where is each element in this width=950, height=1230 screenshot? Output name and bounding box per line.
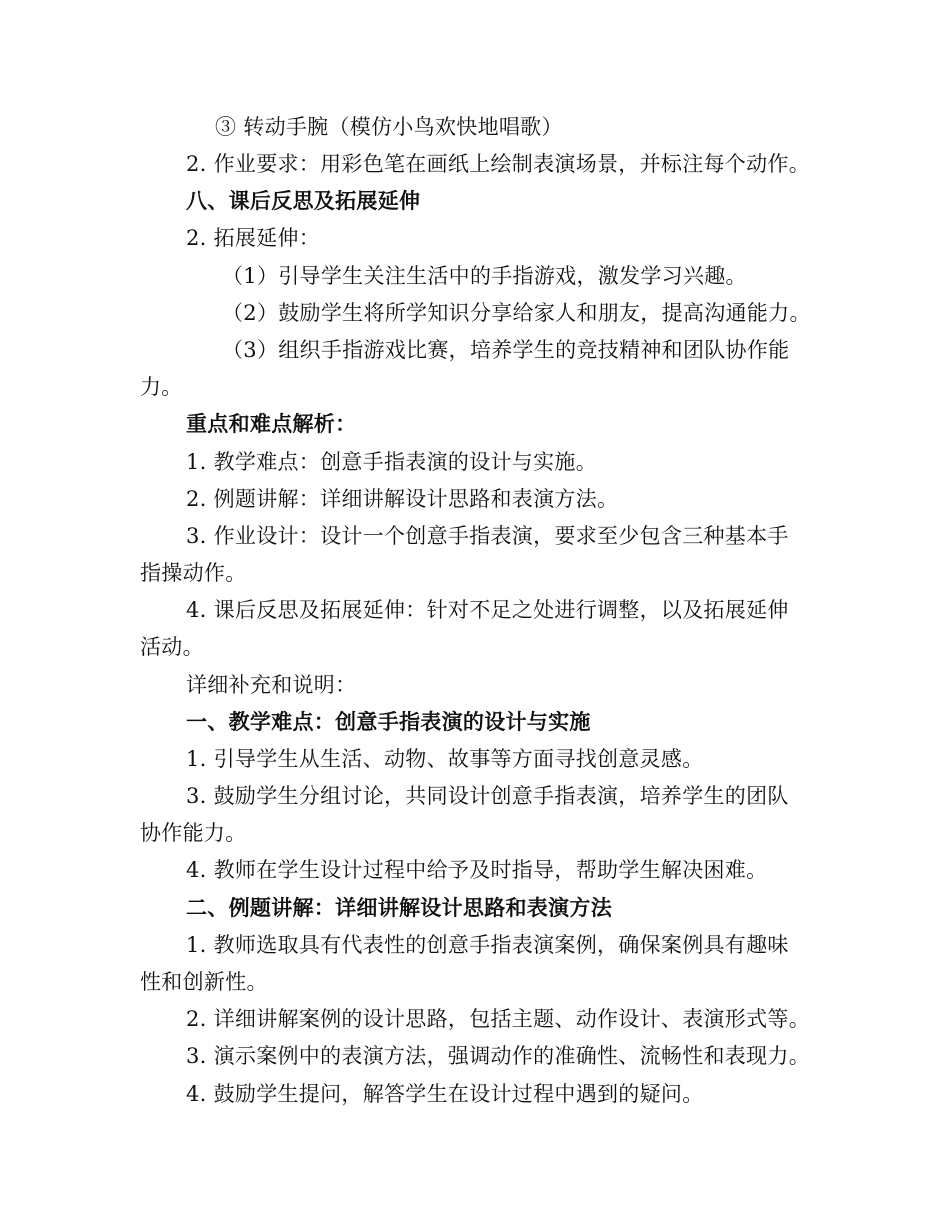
list-item: 2. 作业要求：用彩色笔在画纸上绘制表演场景，并标注每个动作。 [186,152,811,176]
list-item: 3. 作业设计：设计一个创意手指表演，要求至少包含三种基本手 [186,524,789,548]
list-subitem: （2）鼓励学生将所学知识分享给家人和朋友，提高沟通能力。 [222,301,811,325]
list-subitem: （1）引导学生关注生活中的手指游戏，激发学习兴趣。 [222,264,747,288]
list-item: 2. 详细讲解案例的设计思路，包括主题、动作设计、表演形式等。 [186,1007,811,1031]
list-subitem: （3）组织手指游戏比赛，培养学生的竞技精神和团队协作能 [222,338,790,362]
list-item: 1. 教师选取具有代表性的创意手指表演案例，确保案例具有趣味 [186,933,789,957]
list-item: 3. 鼓励学生分组讨论，共同设计创意手指表演，培养学生的团队 [186,784,789,808]
paragraph-continuation: 指操动作。 [140,561,247,585]
list-item: 1. 引导学生从生活、动物、故事等方面寻找创意灵感。 [186,747,704,771]
section-heading: 八、课后反思及拓展延伸 [186,188,421,213]
section-heading: 二、例题讲解：详细讲解设计思路和表演方法 [186,895,612,920]
paragraph-continuation: 性和创新性。 [140,970,268,994]
list-item: 1. 教学难点：创意手指表演的设计与实施。 [186,450,598,474]
list-item: 3. 演示案例中的表演方法，强调动作的准确性、流畅性和表现力。 [186,1044,811,1068]
list-item: 2. 例题讲解：详细讲解设计思路和表演方法。 [186,487,619,511]
list-item: 4. 鼓励学生提问，解答学生在设计过程中遇到的疑问。 [186,1082,704,1106]
paragraph-continuation: 活动。 [140,635,204,659]
list-item: 2. 拓展延伸： [186,226,321,250]
paragraph-continuation: 协作能力。 [140,821,247,845]
list-subitem: ③ 转动手腕（模仿小鸟欢快地唱歌） [215,115,563,139]
list-item: 4. 教师在学生设计过程中给予及时指导，帮助学生解决困难。 [186,858,768,882]
paragraph: 详细补充和说明： [186,673,357,697]
paragraph-continuation: 力。 [140,375,183,399]
section-heading: 重点和难点解析： [186,411,357,436]
section-heading: 一、教学难点：创意手指表演的设计与实施 [186,709,591,734]
list-item: 4. 课后反思及拓展延伸：针对不足之处进行调整，以及拓展延伸 [186,598,789,622]
